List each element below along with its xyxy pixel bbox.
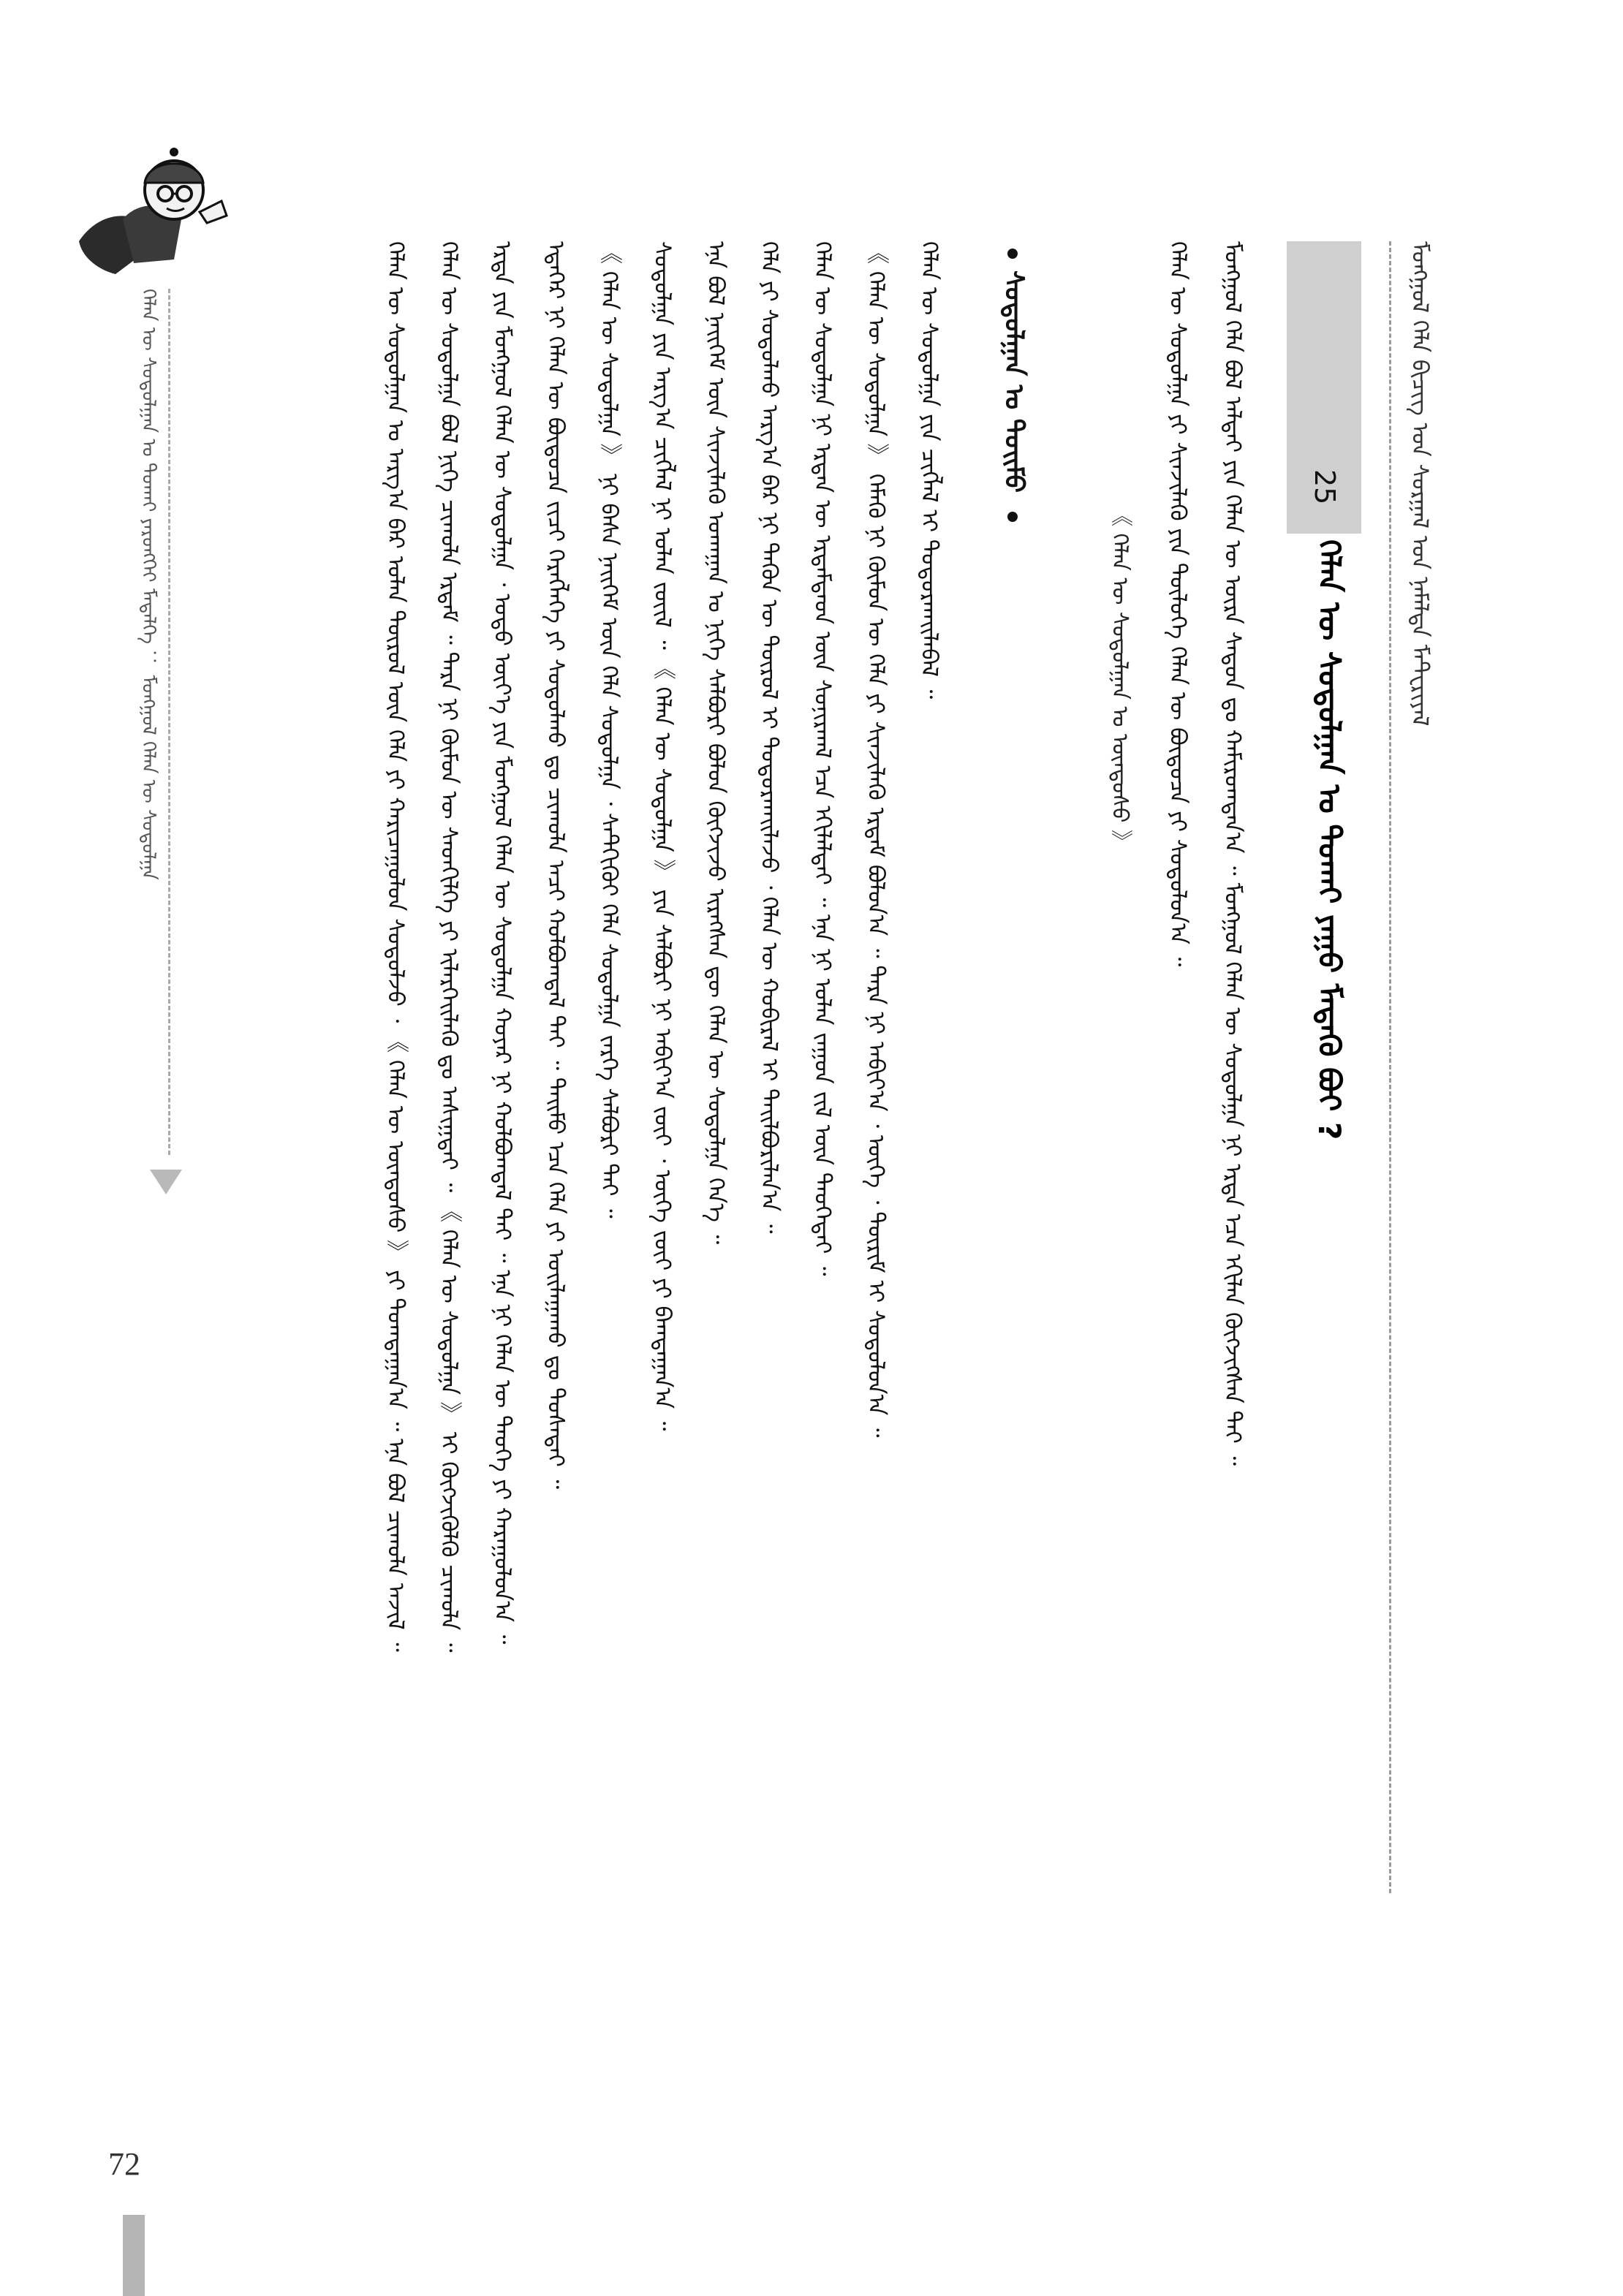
page-edge-tab — [123, 2215, 145, 2296]
body-line-2: 《 ᠬᠡᠯᠡᠨ ᠦ ᠰᠤᠳᠤᠯᠭᠠ 》 ᠬᠡᠮᠡᠬᠦ ᠨᠢ ᠬᠦᠮᠦᠨ ᠦ ᠬᠡᠯᠡ ᠶᠢ ᠰᠢᠨᠵᠢᠯᠡᠬᠦ ᠡᠷᠳᠡᠮ ᠪᠣᠯᠤᠨ᠎ᠠ ᠃ ᠲᠡᠷᠡ ᠨᠢ ᠠᠪᠢᠶ᠎ᠠ ᠂ ᠦᠭᠡ ᠂ ᠳᠦᠷᠢᠮ ᠢ ᠰᠤᠳᠤᠯᠤᠨ᠎ᠠ ᠃ — [863, 241, 889, 1438]
running-header: ᠮᠣᠩᠭᠣᠯ ᠬᠡᠯᠡ ᠪᠢᠴᠢᠭ᠌ ᠤᠨ ᠰᠤᠷᠭᠠᠯ ᠤᠨ ᠨᠡᠮᠡᠯᠲᠡ ᠮᠠᠲᠧᠷᠢᠶᠠᠯ — [1407, 241, 1433, 727]
body-line-6: ᠰᠤᠳᠤᠯᠭᠠ ᠶᠢᠨ ᠠᠷᠭ᠎ᠠ ᠴᠢᠭᠯᠡᠯ ᠨᠢ ᠣᠯᠠᠨ ᠵᠦᠢᠯ ᠃ 《 ᠬᠡᠯᠡᠨ ᠦ ᠰᠤᠳᠤᠯᠭᠠ 》 ᠶᠢᠨ ᠰᠠᠯᠪᠤᠷᠢ ᠨᠢ ᠠᠪᠢᠶ᠎ᠠ ᠵᠦᠢ ᠂ ᠦᠭᠡ ᠵᠦᠢ ᠶᠢ ᠪᠠᠭᠲᠠᠭᠠᠨ᠎ᠠ ᠃ — [649, 241, 676, 1431]
intro-quote: 《 ᠬᠡᠯᠡᠨ ᠦ ᠰᠤᠳᠤᠯᠭᠠᠨ ᠤ ᠦᠨᠳᠦᠰᠦ 》 — [1107, 504, 1132, 852]
bullet-start — [1007, 249, 1018, 259]
body-line-1: ᠬᠡᠯᠡᠨ ᠦ ᠰᠤᠳᠤᠯᠭᠠ ᠶᠢᠨ ᠴᠢᠭᠯᠡᠯ ᠢ ᠲᠣᠳᠤᠷᠬᠠᠢᠯᠠᠪᠠᠯ ᠃ — [916, 241, 942, 700]
cartoon-scholar-illustration — [64, 132, 232, 285]
body-line-5: ᠡᠨᠡ ᠪᠣᠯ ᠨᠡᠢᠭᠡᠮ ᠦᠨ ᠰᠢᠨᠵᠢᠯᠡᠬᠦ ᠤᠬᠠᠭᠠᠨ ᠤ ᠨᠢᠭᠡ ᠰᠠᠯᠪᠤᠷᠢ ᠪᠣᠯᠤᠨ ᠬᠥᠭᠵᠢᠵᠦ ᠢᠷᠡᠭᠰᠡᠨ ᠳᠦ ᠬᠡᠯᠡᠨ ᠦ ᠰᠤᠳᠤᠯᠭᠠ ᠭᠡᠨ᠎ᠡ ᠃ — [703, 241, 729, 1245]
intro-line-1: ᠮᠣᠩᠭᠣᠯ ᠬᠡᠯᠡ ᠪᠣᠯ ᠠᠯᠲᠠᠢ ᠶᠢᠨ ᠬᠡᠯᠡᠨ ᠦ ᠦᠷᠡ ᠰᠠᠳᠤᠨ ᠳᠤ ᠬᠠᠮᠢᠷᠤᠭᠳᠠᠨ᠎ᠠ ᠃ ᠮᠣᠩᠭᠣᠯ ᠬᠡᠯᠡᠨ ᠦ ᠰᠤᠳᠤᠯᠭᠠ ᠨᠢ ᠡᠷᠲᠡ ᠡᠴᠡ ᠡᠬᠢᠯᠡᠨ ᠬᠥᠭᠵᠢᠭᠰᠡᠨ ᠲᠡᠢ ᠃ — [1219, 241, 1246, 1466]
body-line-7: 《 ᠬᠡᠯᠡᠨ ᠦ ᠰᠤᠳᠤᠯᠭᠠ 》 ᠨᠢ ᠪᠠᠰᠠ ᠨᠡᠢᠭᠡᠮ ᠦᠨ ᠬᠡᠯᠡ ᠰᠤᠳᠤᠯᠭᠠ ᠂ ᠰᠡᠲᠭᠢᠬᠦᠢ ᠬᠡᠯᠡ ᠰᠤᠳᠤᠯᠭᠠ ᠵᠡᠷᠭᠡ ᠰᠠᠯᠪᠤᠷᠢ ᠲᠠᠢ ᠃ — [596, 241, 622, 1219]
page-number: 72 — [108, 2146, 140, 2182]
body-line-9: ᠡᠷᠲᠡ ᠶᠢᠨ ᠮᠣᠩᠭᠣᠯ ᠬᠡᠯᠡᠨ ᠦ ᠰᠤᠳᠤᠯᠭᠠ ᠂ ᠣᠳᠣ ᠦᠶ᠎ᠡ ᠶᠢᠨ ᠮᠣᠩᠭᠣᠯ ᠬᠡᠯᠡᠨ ᠦ ᠰᠤᠳᠤᠯᠭᠠ ᠬᠣᠶᠠᠷ ᠨᠢ ᠬᠣᠯᠪᠣᠭᠳᠠᠯ ᠲᠠᠢ ᠃ ᠡᠨᠡ ᠨᠢ ᠬᠡᠯᠡᠨ ᠦ ᠲᠡᠦᠬᠡ ᠶᠢ ᠬᠠᠷᠠᠭᠤᠯᠤᠨ᠎ᠠ ᠃ — [489, 241, 515, 1645]
sidebar-caption: ᠬᠡᠯᠡᠨ ᠦ ᠰᠤᠳᠤᠯᠭᠠᠨ ᠤ ᠲᠤᠬᠠᠢ ᠶᠡᠷᠦᠩᠬᠡᠢ ᠮᠡᠳᠡᠯᠭᠡ ： ᠮᠣᠩᠭᠣᠯ ᠬᠡᠯᠡᠨ ᠦ ᠰᠤᠳᠤᠯᠭᠠ — [137, 289, 159, 880]
section-heading: ᠰᠤᠳᠤᠯᠭᠠᠨ ᠤ ᠲᠣᠢᠮᠣ — [999, 270, 1029, 493]
body-line-4: ᠬᠡᠯᠡ ᠶᠢ ᠰᠤᠳᠤᠯᠬᠤ ᠠᠷᠭ᠎ᠠ ᠪᠠᠷ ᠨᠢ ᠲᠡᠭᠦᠨ ᠦ ᠲᠥᠷᠥᠯ ᠢ ᠲᠣᠳᠤᠷᠬᠠᠢᠯᠠᠵᠤ ᠂ ᠬᠡᠯᠡᠨ ᠦ ᠬᠤᠪᠢᠷᠠᠯ ᠢ ᠲᠠᠢᠯᠪᠤᠷᠢᠯᠠᠨ᠎ᠠ ᠃ — [756, 241, 782, 1234]
body-line-11: ᠬᠡᠯᠡᠨ ᠦ ᠰᠤᠳᠤᠯᠭᠠᠨ ᠤ ᠠᠷᠭ᠎ᠠ ᠪᠠᠷ ᠣᠯᠠᠨ ᠲᠥᠷᠥᠯ ᠦᠨ ᠬᠡᠯᠡ ᠶᠢ ᠬᠠᠷᠢᠴᠠᠭᠤᠯᠤᠨ ᠰᠤᠳᠤᠯᠵᠤ ᠂ 《 ᠬᠡᠯᠡᠨ ᠦ ᠦᠨᠳᠦᠰᠦ 》 ᠶᠢ ᠲᠣᠭᠲᠠᠭᠠᠨ᠎ᠠ ᠃ ᠡᠨᠡ ᠪᠣᠯ ᠴᠢᠬᠤᠯᠠ ᠠᠵᠢᠯ ᠃ — [382, 241, 409, 1652]
bullet-end — [1007, 512, 1018, 522]
arrow-down-icon — [150, 1170, 182, 1194]
body-line-8: ᠡᠳᠡᠭᠡᠷ ᠨᠢ ᠬᠡᠯᠡᠨ ᠦ ᠪᠦᠲᠦᠴᠡ ᠵᠢᠴᠢ ᠬᠡᠷᠡᠭᠯᠡᠭᠡ ᠶᠢ ᠰᠤᠳᠤᠯᠬᠤ ᠳᠤ ᠴᠢᠬᠤᠯᠠ ᠠᠴᠢ ᠬᠣᠯᠪᠣᠭᠳᠠᠯ ᠲᠠᠢ ᠃ ᠲᠡᠢᠮᠦ ᠡᠴᠡ ᠬᠡᠯᠡ ᠶᠢ ᠣᠢᠯᠠᠭᠠᠬᠤ ᠳᠤ ᠲᠤᠰᠠᠲᠠᠢ ᠃ — [542, 241, 569, 1489]
intro-line-2: ᠬᠡᠯᠡᠨ ᠦ ᠰᠤᠳᠤᠯᠭᠠ ᠶᠢ ᠰᠢᠨᠵᠢᠯᠡᠬᠦ ᠶᠢᠨ ᠲᠥᠯᠥᠭᠡ ᠬᠡᠯᠡᠨ ᠦ ᠪᠦᠲᠦᠴᠡ ᠶᠢ ᠰᠤᠳᠤᠯᠤᠨ᠎ᠠ ᠃ — [1165, 241, 1191, 967]
body-line-10: ᠬᠡᠯᠡᠨ ᠦ ᠰᠤᠳᠤᠯᠭᠠ ᠪᠣᠯ ᠨᠢᠭᠡ ᠴᠢᠬᠤᠯᠠ ᠡᠷᠳᠡᠮ ᠃ ᠲᠡᠷᠡ ᠨᠢ ᠬᠦᠮᠦᠨ ᠦ ᠰᠡᠳᠬᠢᠯᠭᠡ ᠶᠢ ᠢᠯᠡᠷᠬᠡᠢᠯᠡᠬᠦ ᠳᠤ ᠠᠰᠢᠭ᠋ᠲᠠᠢ ᠃ 《 ᠬᠡᠯᠡᠨ ᠦ ᠰᠤᠳᠤᠯᠭᠠ 》 ᠢ ᠬᠥᠭᠵᠢᠭᠦᠯᠬᠦ ᠴᠢᠬᠤᠯᠠ ᠃ — [436, 241, 462, 1653]
body-line-3: ᠬᠡᠯᠡᠨ ᠦ ᠰᠤᠳᠤᠯᠭᠠ ᠨᠢ ᠡᠷᠲᠡᠨ ᠦ ᠡᠷᠳᠡᠮᠲᠡᠳ ᠦᠨ ᠰᠣᠨᠢᠷᠬᠠᠯ ᠡᠴᠡ ᠡᠬᠢᠯᠡᠯᠲᠡᠢ ᠃ ᠡᠨᠡ ᠨᠢ ᠣᠯᠠᠨ ᠵᠠᠭᠤᠨ ᠵᠢᠯ ᠦᠨ ᠲᠡᠦᠬᠡᠲᠡᠢ ᠃ — [809, 241, 836, 1276]
page-title: ᠬᠡᠯᠡᠨ ᠦ ᠰᠤᠳᠤᠯᠭᠠᠨ ᠤ ᠲᠤᠬᠠᠢ ᠶᠠᠭᠤ ᠮᠡᠳᠡᠬᠦ ᠪᠤᠢ ? — [1312, 539, 1347, 1140]
title-number: 25 — [1309, 469, 1341, 505]
header-divider — [1389, 241, 1391, 1893]
sidebar-divider — [168, 289, 170, 1155]
